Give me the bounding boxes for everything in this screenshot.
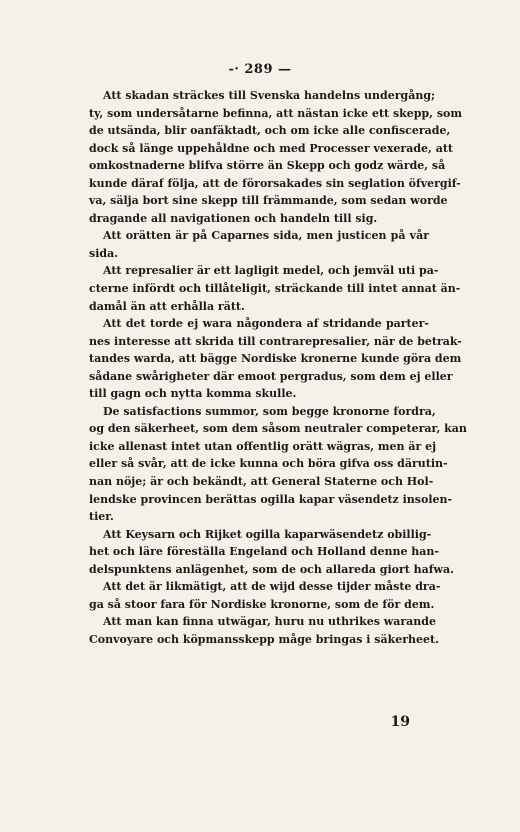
text-line: kunde däraf följa, att de förorsakades sin seglation öfvergif-	[89, 176, 461, 190]
text-line: sådane swårigheter där emoot pergradus, som dem ej eller	[89, 369, 453, 383]
text-line: delspunktens anlägenhet, som de och allareda giort hafwa.	[89, 562, 454, 576]
text-line: tandes warda, att bägge Nordiske kronerne kunde göra dem	[89, 352, 462, 366]
text-line: Att det är likmätigt, att de wijd desse tijder måste dra-	[103, 580, 441, 594]
text-line: og den säkerheet, som dem såsom neutraler competerar, kan	[89, 422, 467, 436]
text-line: Att Keysarn och Rijket ogilla kaparwäsendetz obillig-	[103, 527, 432, 541]
signature-mark: 19	[390, 714, 410, 730]
text-line: Att det torde ej wara någondera af stridande parter-	[103, 317, 429, 331]
text-line: nes interesse att skrida till contrarepresalier, när de betrak-	[89, 334, 462, 348]
text-line: sida.	[89, 246, 119, 260]
text-line: tier.	[89, 510, 114, 524]
text-line: till gagn och nytta komma skulle.	[89, 387, 297, 401]
text-line: lendske provincen berättas ogilla kapar väsendetz insolen-	[89, 492, 453, 506]
text-line: eller så svår, att de icke kunna och böra gifva oss därutin-	[89, 457, 448, 471]
text-line: omkostnaderne blifva större än Skepp och godz wärde, så	[89, 159, 446, 173]
text-line: Convoyare och köpmansskepp måge bringas i säkerheet.	[89, 632, 439, 646]
text-line: de utsända, blir oanfäktadt, och om icke alle confiscerade,	[89, 124, 451, 138]
page-number-header: -· 289 —	[228, 62, 292, 77]
body-text	[89, 87, 467, 649]
text-line: ga så stoor fara för Nordiske kronorne, som de för dem.	[89, 597, 435, 611]
text-line: Att man kan finna utwägar, huru nu uthrikes warande	[103, 615, 436, 629]
text-line: dragande all navigationen och handeln till sig.	[89, 211, 378, 225]
text-line: De satisfactions summor, som begge kronorne fordra,	[103, 404, 436, 418]
text-line: nan nöje; är och bekändt, att General Staterne och Hol-	[89, 475, 434, 489]
text-line: ty, som undersåtarne befinna, att nästan icke ett skepp, som	[89, 106, 462, 120]
text-line: icke allenast intet utan offentlig orätt wägras, men är ej	[89, 439, 437, 453]
text-line: damål än att erhålla rätt.	[89, 299, 245, 313]
text-line: het och läre föreställa Engeland och Holland denne han-	[89, 545, 439, 559]
text-line: va, sälja bort sine skepp till främmande, som sedan worde	[89, 194, 448, 208]
text-line: Att represalier är ett lagligit medel, och jemväl uti pa-	[103, 264, 439, 278]
text-line: dock så länge uppehåldne och med Processer vexerade, att	[89, 141, 453, 155]
text-line: Att orätten är på Caparnes sida, men justicen på vår	[103, 229, 429, 243]
text-line: Att skadan sträckes till Svenska handelns undergång;	[103, 89, 436, 102]
text-line: cterne infördt och tillåteligit, sträckande till intet annat än-	[89, 282, 461, 296]
